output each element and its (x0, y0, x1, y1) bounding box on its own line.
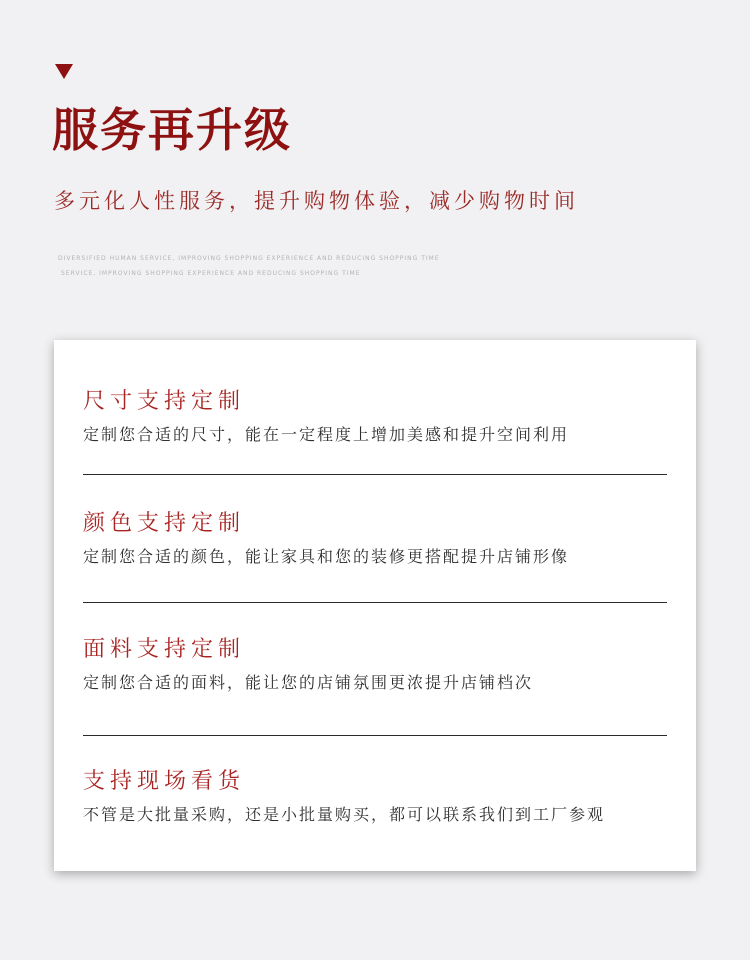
english-caption-line-2: SERVICE, IMPROVING SHOPPING EXPERIENCE AND REDUCING SHOPPING TIME (61, 270, 361, 277)
feature-description: 定制您合适的面料，能让您的店铺氛围更浓提升店铺档次 (83, 673, 534, 692)
page-subtitle: 多元化人性服务，提升购物体验，减少购物时间 (54, 189, 579, 213)
page-title: 服务再升级 (52, 103, 292, 157)
divider (83, 602, 667, 603)
feature-description: 定制您合适的颜色，能让家具和您的装修更搭配提升店铺形像 (83, 547, 570, 566)
feature-onsite-viewing (83, 768, 667, 825)
feature-size-custom (83, 388, 667, 445)
feature-title: 尺寸支持定制 (83, 389, 246, 414)
feature-title: 颜色支持定制 (83, 511, 246, 536)
feature-description: 不管是大批量采购，还是小批量购买，都可以联系我们到工厂参观 (83, 805, 606, 824)
feature-title: 面料支持定制 (83, 637, 246, 662)
triangle-marker-icon (55, 64, 73, 79)
feature-title: 支持现场看货 (83, 769, 246, 794)
feature-fabric-custom (83, 636, 667, 693)
divider (83, 474, 667, 475)
feature-color-custom (83, 510, 667, 567)
divider (83, 735, 667, 736)
feature-description: 定制您合适的尺寸，能在一定程度上增加美感和提升空间利用 (83, 425, 570, 444)
english-caption-line-1: DIVERSIFIED HUMAN SERVICE, IMPROVING SHOPPING EXPERIENCE AND REDUCING SHOPPING TIME (58, 255, 440, 262)
service-card (54, 340, 696, 871)
